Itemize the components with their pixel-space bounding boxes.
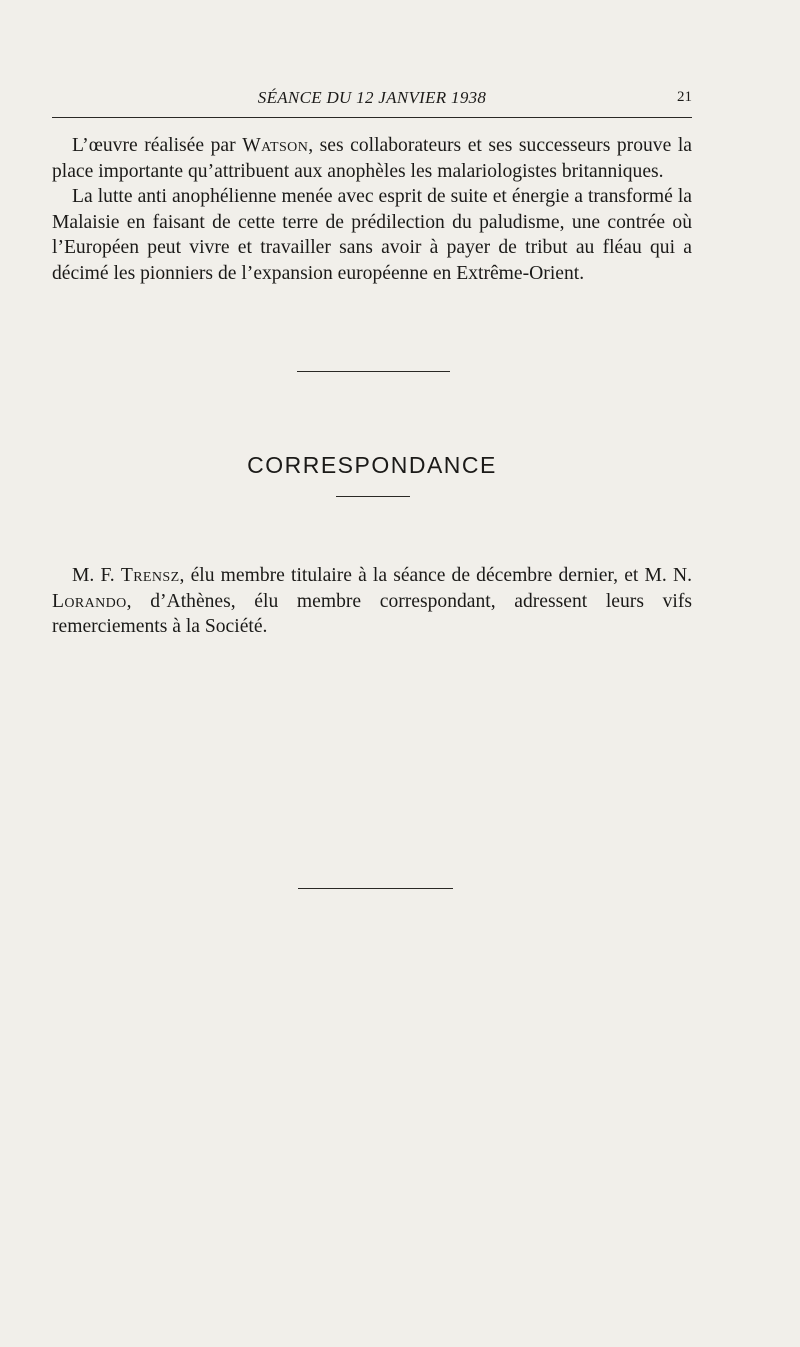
author-name-watson: Watson: [242, 135, 309, 156]
page-number: 21: [677, 89, 692, 105]
paragraph-text: , élu membre titulaire à la séance de décembre dernier, et M. N.: [179, 565, 692, 586]
member-name-trensz: Trensz: [120, 565, 180, 586]
paragraph-correspondance: [52, 563, 692, 640]
end-divider: [298, 888, 453, 889]
heading-underline: [336, 496, 410, 497]
paragraph-malaisie: La lutte anti anophélienne menée avec esprit de suite et énergie a transformé la Malaisie en faisant de cette terre de prédilection du paludisme, une contrée où l’Européen peut vivre et travailler sans avoir à payer de tribut au fléau qui a décimé les pionniers de l’expansion européenne en Extrême-Orient.: [52, 186, 692, 284]
paragraph-text: , ses collaborateurs et ses successeurs prouve la place importante qu’attribuent aux anophèles les malariologistes britanniques.: [52, 135, 692, 182]
paragraph-text: M. F.: [72, 565, 121, 586]
section-correspondance-text: [52, 563, 692, 640]
running-head-title: SÉANCE DU 12 JANVIER 1938: [257, 88, 487, 107]
member-name-lorando: Lorando: [52, 590, 127, 612]
header-rule: [52, 117, 692, 118]
section-divider: [297, 371, 450, 372]
section-anophelines-text: [52, 133, 692, 287]
paragraph-text: L’œuvre réalisée par: [72, 135, 243, 156]
paragraph-watson: [52, 133, 692, 184]
running-head: [52, 88, 692, 112]
section-heading-correspondance: CORRESPONDANCE: [247, 452, 497, 478]
paragraph-text: , d’Athènes, élu membre correspondant, adressent leurs vifs remerciements à la Société.: [52, 590, 692, 638]
